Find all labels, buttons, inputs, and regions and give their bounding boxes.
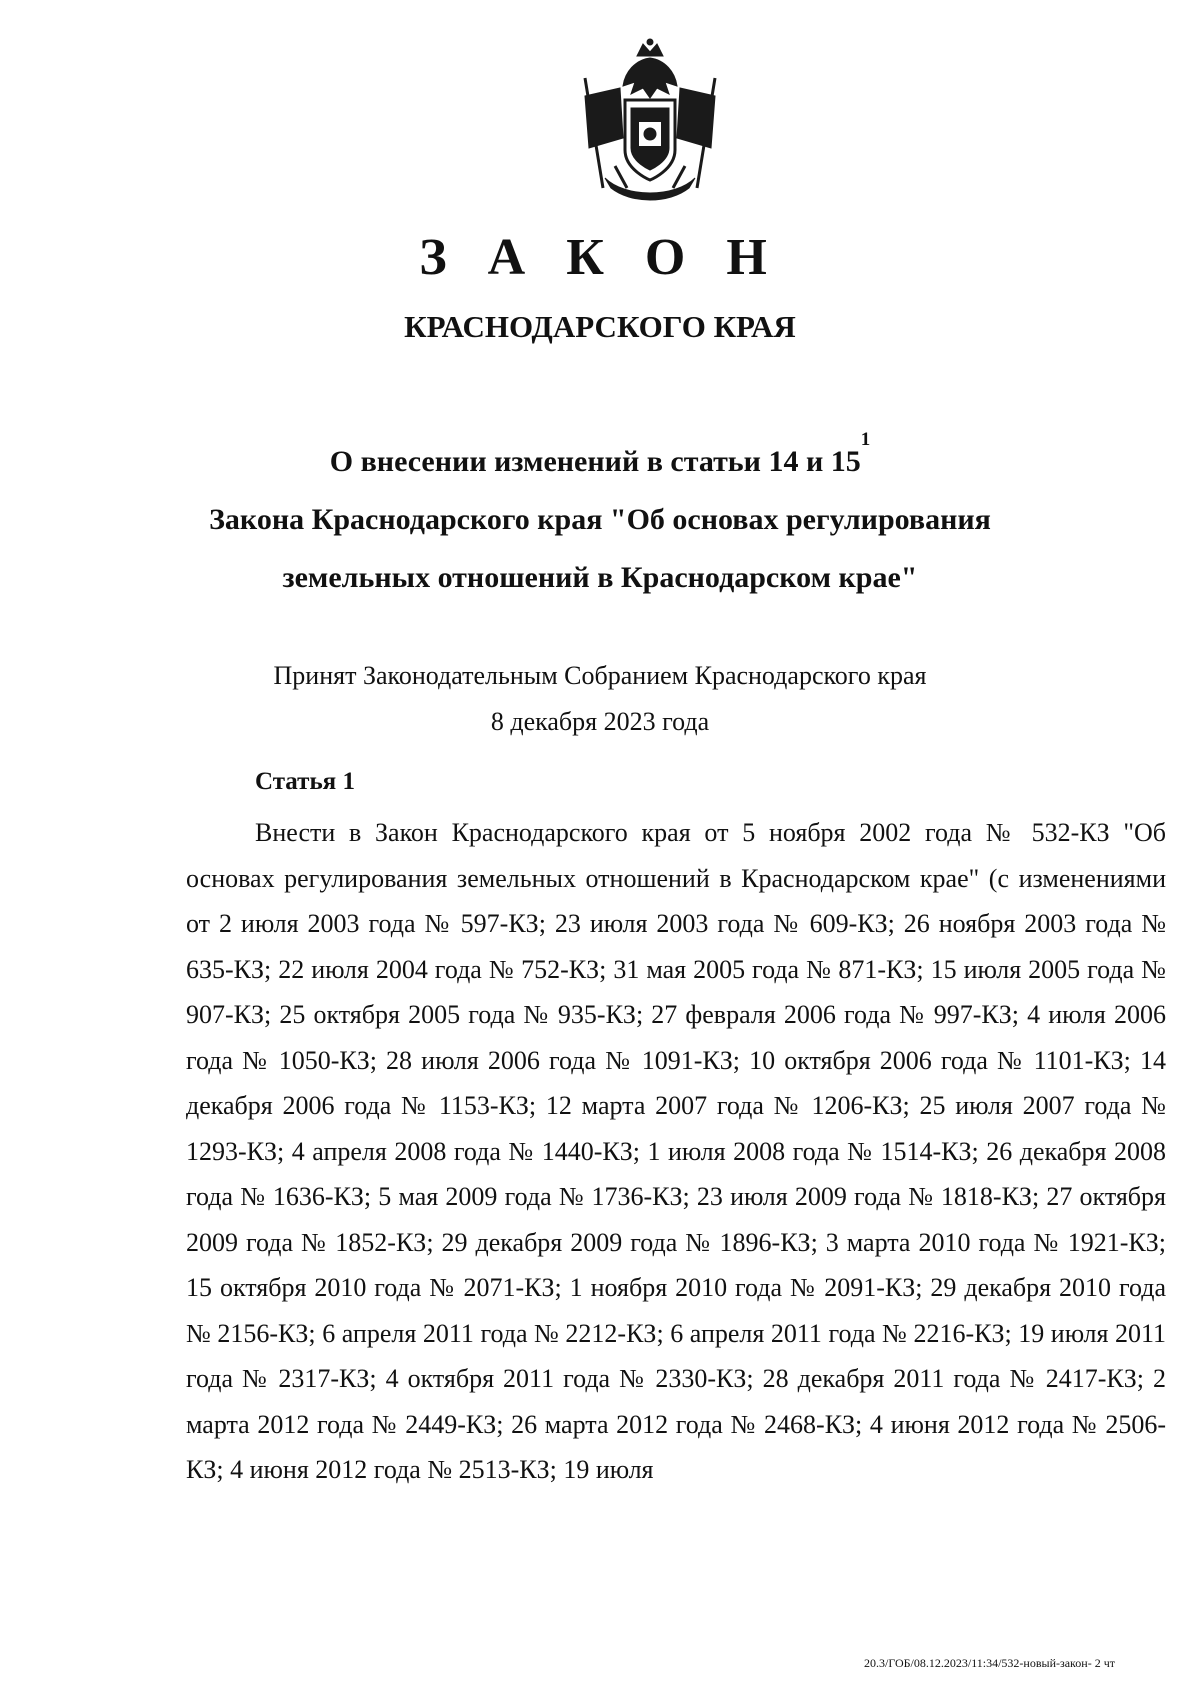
adoption-note bbox=[0, 653, 1200, 745]
article-1-title: Статья 1 bbox=[255, 768, 355, 795]
law-heading bbox=[0, 429, 1200, 607]
heading-line-2: Закона Краснодарского края "Об основах регулирования bbox=[209, 503, 991, 536]
heading-line-1 bbox=[0, 429, 1200, 491]
adoption-date: 8 декабря 2023 года bbox=[490, 707, 710, 736]
heading-line-1-text: О внесении изменений в статьи 14 и 15 bbox=[329, 445, 861, 478]
law-title: З А К О Н bbox=[419, 229, 781, 286]
adoption-line-1: Принят Законодательным Собранием Краснодарского края bbox=[273, 661, 927, 690]
heading-superscript: 1 bbox=[860, 429, 871, 450]
krasnodar-coat-of-arms-icon bbox=[565, 38, 735, 206]
law-region: КРАСНОДАРСКОГО КРАЯ bbox=[404, 309, 796, 344]
article-1-text: Внести в Закон Краснодарского края от 5 ноября 2002 года № 532-КЗ "Об основах регулирования земельных отношений в Краснодарском крае" (с изменениями от 2 июля 2003 года № 597-КЗ; 23 июля 2003 года № 609-КЗ; 26 ноября 2003 года № 635-КЗ; 22 июля 2004 года № 752-КЗ; 31 мая 2005 года № 871-КЗ; 15 июля 2005 года № 907-КЗ; 25 октября 2005 года № 935-КЗ; 27 февраля 2006 года № 997-КЗ; 4 июля 2006 года № 1050-КЗ; 28 июля 2006 года № 1091-КЗ; 10 октября 2006 года № 1101-КЗ; 14 декабря 2006 года № 1153-КЗ; 12 марта 2007 года № 1206-КЗ; 25 июля 2007 года № 1293-КЗ; 4 апреля 2008 года № 1440-КЗ; 1 июля 2008 года № 1514-КЗ; 26 декабря 2008 года № 1636-КЗ; 5 мая 2009 года № 1736-КЗ; 23 июля 2009 года № 1818-КЗ; 27 октября 2009 года № 1852-КЗ; 29 декабря 2009 года № 1896-КЗ; 3 марта 2010 года № 1921-КЗ; 15 октября 2010 года № 2071-КЗ; 1 ноября 2010 года № 2091-КЗ; 29 декабря 2010 года № 2156-КЗ; 6 апреля 2011 года № 2212-КЗ; 6 апреля 2011 года № 2216-КЗ; 19 июля 2011 года № 2317-КЗ; 4 октября 2011 года № 2330-КЗ; 28 декабря 2011 года № 2417-КЗ; 2 марта 2012 года № 2449-КЗ; 26 марта 2012 года № 2468-КЗ; 4 июня 2012 года № 2506-КЗ; 4 июня 2012 года № 2513-КЗ; 19 июля bbox=[186, 818, 1166, 1484]
document-footer-code: 20.3/ГОБ/08.12.2023/11:34/532-новый-закон- 2 чт bbox=[864, 1656, 1115, 1670]
heading-line-3: земельных отношений в Краснодарском крае" bbox=[282, 561, 918, 594]
